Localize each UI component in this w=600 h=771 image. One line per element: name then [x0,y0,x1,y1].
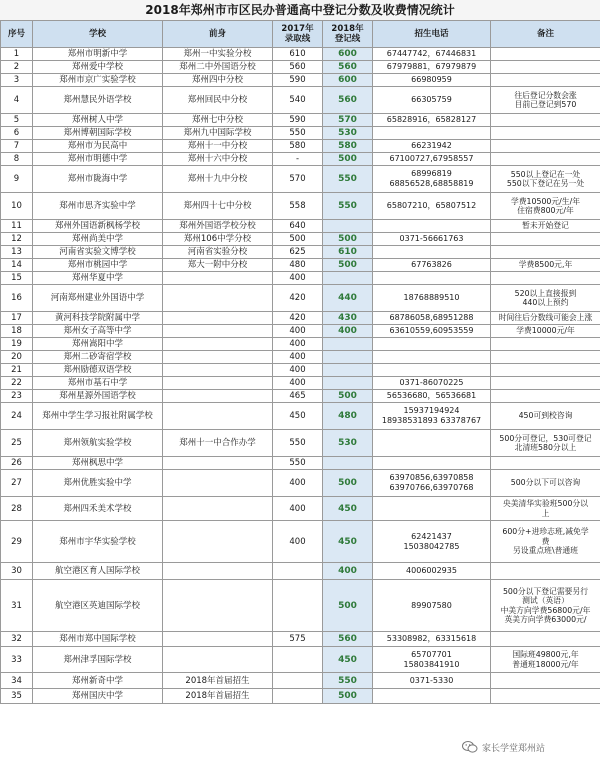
cell-former: 郑州十九中分校 [163,166,273,193]
cell-school: 郑州二砂寄宿学校 [33,351,163,364]
cell-phone: 65807210，65807512 [373,193,491,220]
table-row [1,563,600,580]
cell-score-2018: 500 [323,580,373,632]
cell-phone [373,351,491,364]
table-row [1,140,600,153]
cell-note: 学费10500元/生/年 住宿费800元/年 [491,193,600,220]
table-row [1,403,600,430]
cell-score-2018: 600 [323,74,373,87]
cell-score-2017 [273,563,323,580]
cell-score-2017: 400 [273,325,323,338]
cell-phone [373,364,491,377]
cell-score-2018: 580 [323,140,373,153]
cell-score-2017: 400 [273,377,323,390]
cell-score-2017: 400 [273,351,323,364]
cell-seq: 12 [1,233,33,246]
cell-score-2017: 550 [273,430,323,457]
cell-score-2017: 575 [273,632,323,647]
cell-seq: 5 [1,114,33,127]
table-row [1,647,600,673]
cell-note [491,233,600,246]
cell-score-2018: 560 [323,61,373,74]
cell-former: 2018年首届招生 [163,689,273,704]
cell-former: 郑州七中分校 [163,114,273,127]
cell-note: 暂未开始登记 [491,220,600,233]
cell-seq: 35 [1,689,33,704]
wechat-icon [462,740,478,754]
cell-score-2017: 550 [273,457,323,470]
header-score-2017: 2017年 录取线 [273,21,323,48]
table-row [1,497,600,521]
cell-phone: 67763826 [373,259,491,272]
cell-former [163,457,273,470]
cell-former [163,272,273,285]
cell-school: 郑州市思齐实验中学 [33,193,163,220]
cell-former: 郑大一附中分校 [163,259,273,272]
cell-seq: 17 [1,312,33,325]
cell-school: 郑州市明新中学 [33,48,163,61]
cell-school: 郑州新奇中学 [33,673,163,689]
table-row [1,377,600,390]
cell-phone [373,220,491,233]
cell-former [163,338,273,351]
cell-seq: 3 [1,74,33,87]
cell-score-2017: 400 [273,470,323,497]
cell-former: 郑州106中学分校 [163,233,273,246]
header-note: 备注 [491,21,600,48]
table-row [1,193,600,220]
table-row [1,580,600,632]
table-row [1,457,600,470]
cell-note: 国际班49800元,年 普通班18000元/年 [491,647,600,673]
cell-score-2017: - [273,153,323,166]
cell-former [163,521,273,563]
table-row [1,220,600,233]
cell-score-2018: 500 [323,259,373,272]
cell-note: 学费8500元,年 [491,259,600,272]
cell-seq: 33 [1,647,33,673]
cell-score-2017: 400 [273,521,323,563]
cell-note [491,390,600,403]
cell-score-2017: 550 [273,127,323,140]
cell-score-2017 [273,673,323,689]
table-row [1,673,600,689]
cell-phone: 68786058,68951288 [373,312,491,325]
cell-score-2017: 610 [273,48,323,61]
cell-note [491,246,600,259]
cell-score-2018: 560 [323,87,373,114]
cell-seq: 21 [1,364,33,377]
cell-score-2018 [323,272,373,285]
cell-school: 郑州爱中学校 [33,61,163,74]
cell-seq: 32 [1,632,33,647]
cell-seq: 28 [1,497,33,521]
cell-school: 河南郑州建业外国语中学 [33,285,163,312]
cell-seq: 20 [1,351,33,364]
cell-former [163,364,273,377]
statistics-table [0,20,600,704]
cell-note [491,377,600,390]
cell-school: 郑州市桃园中学 [33,259,163,272]
table-row [1,61,600,74]
table-row [1,114,600,127]
cell-phone [373,430,491,457]
cell-school: 郑州市为民高中 [33,140,163,153]
table-body [1,48,600,704]
cell-note [491,48,600,61]
cell-score-2018: 500 [323,153,373,166]
cell-former [163,377,273,390]
cell-phone [373,246,491,259]
cell-score-2018: 450 [323,647,373,673]
cell-note: 500分可登记，530可登记 北清班580分以上 [491,430,600,457]
cell-score-2018: 530 [323,430,373,457]
cell-seq: 7 [1,140,33,153]
cell-note [491,140,600,153]
cell-phone: 0371-56661763 [373,233,491,246]
cell-former [163,563,273,580]
cell-score-2017: 580 [273,140,323,153]
cell-former: 郑州外国语学校分校 [163,220,273,233]
cell-note: 央美清华实验班500分以 上 [491,497,600,521]
cell-score-2017: 500 [273,233,323,246]
cell-note [491,689,600,704]
table-row [1,285,600,312]
table-row [1,48,600,61]
cell-phone [373,457,491,470]
cell-seq: 24 [1,403,33,430]
cell-former: 郑州九中国际学校 [163,127,273,140]
cell-note: 500分以下登记需要另行 测试（英语） 中美方向学费56800元/年 英美方向学费63000元/ [491,580,600,632]
cell-former: 郑州四十七中分校 [163,193,273,220]
header-phone: 招生电话 [373,21,491,48]
cell-seq: 15 [1,272,33,285]
cell-score-2018: 550 [323,193,373,220]
cell-former: 郑州十一中分校 [163,140,273,153]
cell-score-2018: 530 [323,127,373,140]
cell-seq: 4 [1,87,33,114]
cell-phone [373,338,491,351]
cell-school: 郑州津孚国际学校 [33,647,163,673]
table-row [1,632,600,647]
cell-score-2018 [323,338,373,351]
cell-seq: 13 [1,246,33,259]
cell-school: 郑州枫思中学 [33,457,163,470]
table-row [1,470,600,497]
cell-school: 河南省实验文博学校 [33,246,163,259]
cell-school: 郑州优胜实验中学 [33,470,163,497]
cell-phone: 65828916，65828127 [373,114,491,127]
cell-phone: 65707701 15803841910 [373,647,491,673]
cell-seq: 25 [1,430,33,457]
cell-former [163,470,273,497]
cell-school: 郑州嵩阳中学 [33,338,163,351]
cell-phone: 0371-86070225 [373,377,491,390]
cell-note: 时间往后分数线可能会上涨 [491,312,600,325]
cell-note: 450可到校咨询 [491,403,600,430]
table-row [1,351,600,364]
cell-score-2018 [323,220,373,233]
cell-note [491,61,600,74]
header-school: 学校 [33,21,163,48]
cell-score-2017: 400 [273,497,323,521]
cell-score-2017: 590 [273,114,323,127]
cell-note: 600分+进珍志班,减免学 费 另设重点班\普通班 [491,521,600,563]
cell-phone: 66231942 [373,140,491,153]
cell-seq: 29 [1,521,33,563]
table-row [1,272,600,285]
cell-score-2018: 400 [323,563,373,580]
cell-school: 航空港区育人国际学校 [33,563,163,580]
cell-school: 郑州星源外国语学校 [33,390,163,403]
cell-school: 郑州市明德中学 [33,153,163,166]
cell-phone: 53308982，63315618 [373,632,491,647]
table-header-row [1,21,600,48]
table-row [1,312,600,325]
cell-note [491,127,600,140]
cell-former: 郑州一中实验分校 [163,48,273,61]
header-seq: 序号 [1,21,33,48]
cell-former: 郑州十一中合作办学 [163,430,273,457]
cell-score-2018: 430 [323,312,373,325]
cell-phone: 66980959 [373,74,491,87]
cell-phone: 4006002935 [373,563,491,580]
cell-note [491,632,600,647]
cell-school: 郑州树人中学 [33,114,163,127]
cell-note: 520以上直接报到 440以上预约 [491,285,600,312]
cell-score-2018: 500 [323,233,373,246]
cell-former: 郑州四中分校 [163,74,273,87]
cell-school: 航空港区英迪国际学校 [33,580,163,632]
cell-note [491,457,600,470]
cell-former [163,285,273,312]
cell-score-2017: 400 [273,364,323,377]
cell-former [163,351,273,364]
cell-score-2017: 590 [273,74,323,87]
table-row [1,153,600,166]
cell-school: 郑州尚美中学 [33,233,163,246]
table-row [1,338,600,351]
cell-school: 郑州领航实验学校 [33,430,163,457]
cell-score-2017: 570 [273,166,323,193]
cell-score-2018: 610 [323,246,373,259]
cell-seq: 27 [1,470,33,497]
cell-score-2017: 560 [273,61,323,74]
cell-seq: 19 [1,338,33,351]
cell-score-2017 [273,580,323,632]
cell-former [163,497,273,521]
cell-note [491,364,600,377]
cell-note: 550以上登记在一处 550以下登记在另一处 [491,166,600,193]
cell-school: 郑州外国语新枫杨学校 [33,220,163,233]
cell-score-2018 [323,377,373,390]
cell-note [491,563,600,580]
cell-note: 往后登记分数会涨 目前已登记到570 [491,87,600,114]
cell-score-2017 [273,689,323,704]
cell-seq: 1 [1,48,33,61]
cell-school: 郑州市陇海中学 [33,166,163,193]
cell-score-2017: 558 [273,193,323,220]
cell-phone: 56536680，56536681 [373,390,491,403]
cell-note [491,114,600,127]
cell-phone: 67979881，67979879 [373,61,491,74]
table-row [1,325,600,338]
cell-seq: 11 [1,220,33,233]
table-row [1,364,600,377]
cell-note [491,351,600,364]
cell-former [163,325,273,338]
cell-seq: 6 [1,127,33,140]
cell-score-2017: 625 [273,246,323,259]
cell-former: 河南省实验分校 [163,246,273,259]
cell-school: 郑州市宇华实验学校 [33,521,163,563]
cell-score-2017: 450 [273,403,323,430]
cell-school: 郑州励德双语学校 [33,364,163,377]
table-row [1,87,600,114]
cell-note [491,74,600,87]
cell-former: 郑州回民中分校 [163,87,273,114]
cell-seq: 2 [1,61,33,74]
cell-school: 郑州四禾美术学校 [33,497,163,521]
page-title: 2018年郑州市市区民办普通高中登记分数及收费情况统计 [0,0,600,21]
cell-phone: 66305759 [373,87,491,114]
cell-phone: 0371-5330 [373,673,491,689]
cell-seq: 31 [1,580,33,632]
cell-seq: 10 [1,193,33,220]
cell-former: 2018年首届招生 [163,673,273,689]
cell-phone: 67100727,67958557 [373,153,491,166]
cell-school: 郑州市郑中国际学校 [33,632,163,647]
cell-seq: 9 [1,166,33,193]
cell-school: 郑州女子高等中学 [33,325,163,338]
cell-school: 郑州博朝国际学校 [33,127,163,140]
table-row [1,246,600,259]
cell-former [163,403,273,430]
cell-note: 学费10000元/年 [491,325,600,338]
cell-score-2017 [273,647,323,673]
cell-score-2017: 465 [273,390,323,403]
cell-phone: 18768889510 [373,285,491,312]
cell-phone: 15937194924 18938531893 63378767 [373,403,491,430]
cell-phone [373,272,491,285]
cell-school: 郑州市基石中学 [33,377,163,390]
cell-former: 郑州二中外国语分校 [163,61,273,74]
cell-former [163,390,273,403]
header-score-2018: 2018年 登记线 [323,21,373,48]
cell-seq: 23 [1,390,33,403]
cell-score-2018: 500 [323,470,373,497]
cell-phone [373,127,491,140]
table-row [1,74,600,87]
cell-score-2018: 560 [323,632,373,647]
cell-note: 500分以下可以咨询 [491,470,600,497]
table-row [1,689,600,704]
cell-former [163,632,273,647]
cell-phone: 89907580 [373,580,491,632]
cell-phone: 63610559,60953559 [373,325,491,338]
cell-phone [373,689,491,704]
table-row [1,233,600,246]
cell-phone: 67447742，67446831 [373,48,491,61]
cell-score-2017: 480 [273,259,323,272]
cell-school: 郑州国庆中学 [33,689,163,704]
cell-score-2018: 570 [323,114,373,127]
cell-note [491,673,600,689]
cell-score-2017: 420 [273,285,323,312]
cell-score-2017: 400 [273,338,323,351]
cell-seq: 18 [1,325,33,338]
cell-school: 郑州市京广实验学校 [33,74,163,87]
table-row [1,127,600,140]
cell-phone [373,497,491,521]
cell-score-2018 [323,351,373,364]
cell-note [491,153,600,166]
cell-score-2018: 400 [323,325,373,338]
cell-school: 郑州慧民外语学校 [33,87,163,114]
cell-seq: 30 [1,563,33,580]
cell-seq: 14 [1,259,33,272]
cell-note [491,338,600,351]
header-former: 前身 [163,21,273,48]
cell-score-2017: 640 [273,220,323,233]
table-row [1,430,600,457]
cell-score-2017: 400 [273,272,323,285]
table-row [1,259,600,272]
table-row [1,390,600,403]
cell-score-2018: 440 [323,285,373,312]
cell-score-2018: 500 [323,390,373,403]
cell-seq: 16 [1,285,33,312]
cell-score-2018: 550 [323,673,373,689]
cell-score-2018 [323,457,373,470]
cell-seq: 8 [1,153,33,166]
cell-former [163,647,273,673]
cell-score-2018: 480 [323,403,373,430]
cell-school: 黄河科技学院附属中学 [33,312,163,325]
cell-phone: 68996819 68856528,68858819 [373,166,491,193]
cell-score-2018: 450 [323,497,373,521]
cell-score-2017: 540 [273,87,323,114]
watermark [462,736,598,758]
cell-seq: 26 [1,457,33,470]
cell-note [491,272,600,285]
cell-score-2018: 550 [323,166,373,193]
watermark-text: 家长学堂郑州站 [482,743,546,754]
cell-score-2017: 420 [273,312,323,325]
cell-seq: 22 [1,377,33,390]
cell-school: 郑州中学生学习报社附属学校 [33,403,163,430]
cell-score-2018: 600 [323,48,373,61]
cell-former: 郑州十六中分校 [163,153,273,166]
cell-former [163,312,273,325]
cell-score-2018 [323,364,373,377]
table-row [1,521,600,563]
cell-phone: 63970856,63970858 63970766,63970768 [373,470,491,497]
cell-former [163,580,273,632]
table-row [1,166,600,193]
cell-school: 郑州华夏中学 [33,272,163,285]
cell-seq: 34 [1,673,33,689]
cell-score-2018: 450 [323,521,373,563]
cell-phone: 62421437 15038042785 [373,521,491,563]
cell-score-2018: 500 [323,689,373,704]
